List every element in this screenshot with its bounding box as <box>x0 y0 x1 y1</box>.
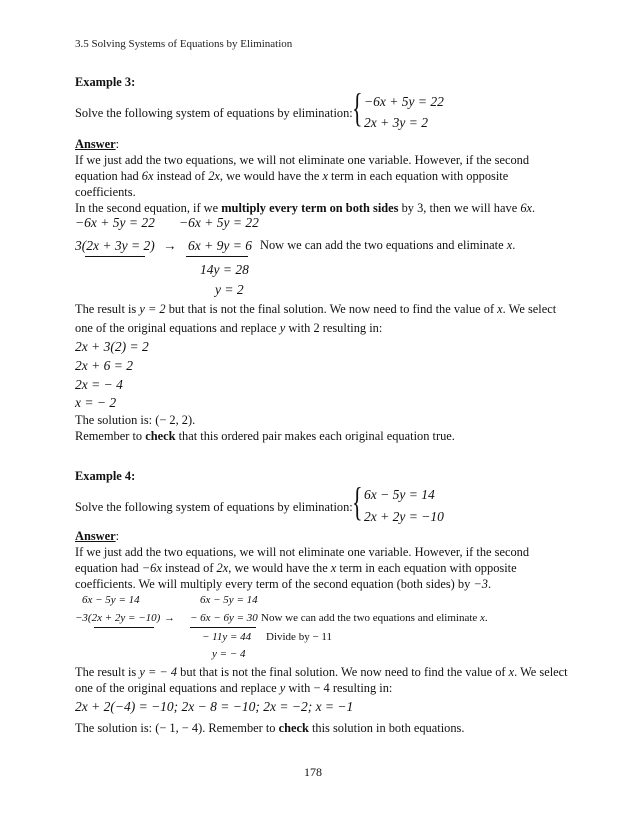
example-4-result-line-1: The result is y = − 4 but that is not the final solution. We now need to find the value of x. We select <box>75 665 568 679</box>
example-4-work-right-eq-2: − 6x − 6y = 30 <box>190 612 258 624</box>
example-4-result-line-2: one of the original equations and replace y with − 4 resulting in: <box>75 681 393 695</box>
example-3-title: Example 3: <box>75 75 136 89</box>
example-3-work-sum: 14y = 28 <box>200 262 249 277</box>
answer-colon: : <box>115 137 120 151</box>
page-number: 178 <box>304 765 322 779</box>
example-3-step-2: 2x + 6 = 2 <box>75 358 133 373</box>
example-4-work-left-eq-2: −3(2x + 2y = −10) <box>75 612 161 624</box>
example-4-paragraph-line-2: equation had −6x instead of 2x, we would have the x term in each equation with opposite <box>75 561 517 575</box>
example-3-sum-line <box>186 256 248 257</box>
answer-label: Answer <box>75 137 116 151</box>
example-3-step-3: 2x = − 4 <box>75 377 123 392</box>
example-4-work-left-eq-1: 6x − 5y = 14 <box>82 594 140 606</box>
answer-colon: : <box>115 529 120 543</box>
example-4-system-brace: { <box>352 479 363 524</box>
example-4-solution: The solution is: (− 1, − 4). Remember to check this solution in both equations. <box>75 721 465 735</box>
example-4-left-underline <box>94 627 154 628</box>
example-3-paragraph-line-2: equation had 6x instead of 2x, we would have the x term in each equation with opposite <box>75 169 509 183</box>
example-3-step-4: x = − 2 <box>75 395 117 410</box>
example-4-work-sum: − 11y = 44 <box>202 631 252 643</box>
example-3-prompt: Solve the following system of equations by elimination: <box>75 106 353 120</box>
arrow-icon: → <box>164 612 175 624</box>
example-4-work-divide-note: Divide by − 11 <box>266 631 332 643</box>
example-3-equation-2: 2x + 3y = 2 <box>364 115 428 130</box>
example-3-step-1: 2x + 3(2) = 2 <box>75 339 149 354</box>
example-3-result-line-2: one of the original equations and replace y with 2 resulting in: <box>75 321 383 335</box>
example-3-left-underline <box>85 256 145 257</box>
example-3-work-y-value: y = 2 <box>215 282 244 297</box>
answer-label: Answer <box>75 529 116 543</box>
example-3-work-note: Now we can add the two equations and eliminate x. <box>260 238 516 252</box>
arrow-icon: → <box>163 238 177 253</box>
example-3-paragraph-line-3: coefficients. <box>75 185 136 199</box>
example-4-equation-1: 6x − 5y = 14 <box>364 487 435 502</box>
example-3-work-left-eq-1: −6x + 5y = 22 <box>75 215 155 230</box>
example-3-paragraph-line-4: In the second equation, if we multiply every term on both sides by 3, then we will have 6x. <box>75 201 536 215</box>
example-3-work-right-eq-1: −6x + 5y = 22 <box>179 215 259 230</box>
example-3-equation-1: −6x + 5y = 22 <box>364 94 444 109</box>
example-4-work-right-eq-1: 6x − 5y = 14 <box>200 594 258 606</box>
example-4-paragraph-line-3: coefficients. We will multiply every term of the second equation (both sides) by −3. <box>75 577 492 591</box>
example-3-paragraph-line-1: If we just add the two equations, we will not eliminate one variable. However, if the second <box>75 153 530 167</box>
example-3-answer-heading <box>75 137 119 152</box>
example-4-substitution-steps: 2x + 2(−4) = −10; 2x − 8 = −10; 2x = −2; x = −1 <box>75 699 354 714</box>
example-3-system-brace: { <box>352 85 363 130</box>
example-4-sum-line <box>190 627 256 628</box>
example-4-work-note: Now we can add the two equations and eliminate x. <box>261 612 488 624</box>
example-4-answer-heading <box>75 529 119 544</box>
example-4-title: Example 4: <box>75 469 136 483</box>
example-3-solution: The solution is: (− 2, 2). <box>75 413 196 427</box>
example-4-equation-2: 2x + 2y = −10 <box>364 509 444 524</box>
example-3-work-right-eq-2: 6x + 9y = 6 <box>188 238 252 253</box>
example-4-work-y-value: y = − 4 <box>212 648 246 660</box>
example-3-result-line-1: The result is y = 2 but that is not the final solution. We now need to find the value of x. We select <box>75 302 557 316</box>
example-3-check-reminder: Remember to check that this ordered pair makes each original equation true. <box>75 429 455 443</box>
example-4-paragraph-line-1: If we just add the two equations, we will not eliminate one variable. However, if the second <box>75 545 530 559</box>
example-3-work-left-eq-2: 3(2x + 3y = 2) <box>75 238 155 253</box>
section-header: 3.5 Solving Systems of Equations by Elimination <box>75 38 293 50</box>
example-4-prompt: Solve the following system of equations by elimination: <box>75 500 353 514</box>
